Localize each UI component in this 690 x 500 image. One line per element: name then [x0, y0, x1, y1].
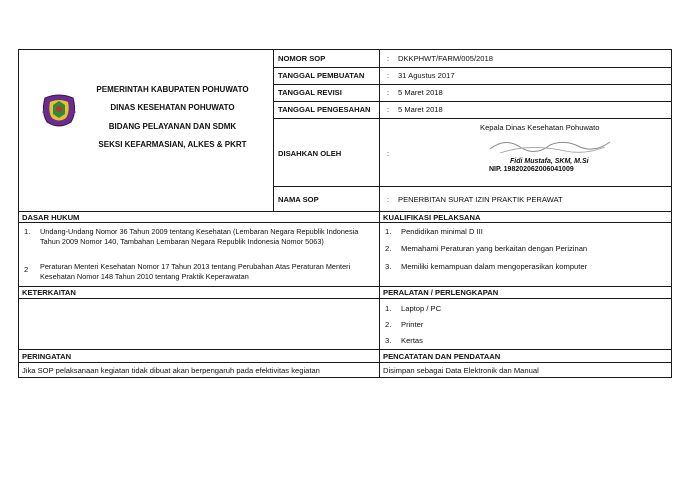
value-tanggal-revisi: 5 Maret 2018 — [398, 88, 443, 97]
signature-icon — [470, 133, 620, 159]
row-line — [18, 298, 672, 299]
row-line — [273, 186, 672, 187]
list-item: Memiliki kemampuan dalam mengoperasikan komputer — [401, 262, 588, 271]
pohuwato-logo-icon — [39, 92, 79, 130]
list-number: 1. — [24, 227, 31, 236]
list-item: Kertas — [401, 336, 423, 345]
list-number: 1. — [385, 227, 392, 236]
row-line — [273, 84, 672, 85]
colon: : — [387, 105, 390, 114]
label-tanggal-revisi: TANGGAL REVISI — [278, 88, 342, 97]
signer-title: Kepala Dinas Kesehatan Pohuwato — [480, 123, 600, 132]
list-number: 2. — [385, 244, 392, 253]
list-item: Undang-Undang Nomor 36 Tahun 2009 tentang Kesehatan (Lembaran Negara Republik Indonesia — [40, 227, 359, 236]
peringatan-text: Jika SOP pelaksanaan kegiatan tidak dibuat akan berpengaruh pada efektivitas kegiatan — [22, 366, 320, 375]
row-line — [18, 211, 672, 212]
value-nomor-sop: DKKPHWT/FARM/005/2018 — [398, 54, 493, 63]
row-line — [18, 362, 672, 363]
label-nomor-sop: NOMOR SOP — [278, 54, 326, 63]
header-dasar-hukum: DASAR HUKUM — [22, 213, 80, 222]
colon: : — [387, 71, 390, 80]
colon: : — [387, 54, 390, 63]
row-line — [273, 101, 672, 102]
row-line — [18, 349, 672, 350]
colon: : — [387, 88, 390, 97]
border-right — [671, 49, 672, 378]
list-item: Memahami Peraturan yang berkaitan dengan Perizinan — [401, 244, 588, 253]
label-disahkan-oleh: DISAHKAN OLEH — [278, 149, 342, 158]
value-nama-sop: PENERBITAN SURAT IZIN PRAKTIK PERAWAT — [398, 195, 563, 204]
row-line — [18, 222, 672, 223]
border-top — [18, 49, 672, 50]
list-item: Laptop / PC — [401, 304, 442, 313]
value-tanggal-pembuatan: 31 Agustus 2017 — [398, 71, 455, 80]
org-division: BIDANG PELAYANAN DAN SDMK — [108, 122, 237, 131]
header-peringatan: PERINGATAN — [22, 352, 72, 361]
list-number: 3. — [385, 336, 392, 345]
label-nama-sop: NAMA SOP — [278, 195, 319, 204]
colon: : — [387, 195, 390, 204]
pencatatan-text: Disimpan sebagai Data Elektronik dan Manual — [383, 366, 539, 375]
org-section: SEKSI KEFARMASIAN, ALKES & PKRT — [98, 140, 247, 149]
list-item-continued: Kesehatan Nomor 148 Tahun 2010 tentang Praktik Keperawatan — [40, 272, 249, 281]
header-keterkaitan: KETERKAITAN — [22, 288, 76, 297]
row-line — [273, 67, 672, 68]
org-department: DINAS KESEHATAN POHUWATO — [110, 103, 235, 112]
header-peralatan: PERALATAN / PERLENGKAPAN — [383, 288, 499, 297]
header-pencatatan: PENCATATAN DAN PENDATAAN — [383, 352, 501, 361]
border-bottom — [18, 377, 672, 378]
border-left — [18, 49, 19, 378]
divider-body-middle — [379, 211, 380, 378]
label-tanggal-pembuatan: TANGGAL PEMBUATAN — [278, 71, 365, 80]
list-item: Peraturan Menteri Kesehatan Nomor 17 Tahun 2013 tentang Perubahan Atas Peraturan Menteri — [40, 262, 351, 271]
row-line — [18, 286, 672, 287]
list-number: 2 — [24, 265, 29, 274]
colon: : — [387, 149, 390, 158]
org-government: PEMERINTAH KABUPATEN POHUWATO — [96, 85, 249, 94]
signer-name: Fidi Mustafa, SKM, M.Si — [510, 158, 589, 165]
list-number: 3. — [385, 262, 392, 271]
header-kualifikasi: KUALIFIKASI PELAKSANA — [383, 213, 481, 222]
list-item: Printer — [401, 320, 424, 329]
value-tanggal-pengesahan: 5 Maret 2018 — [398, 105, 443, 114]
label-tanggal-pengesahan: TANGGAL PENGESAHAN — [278, 105, 371, 114]
signer-nip: NIP. 198202062006041009 — [489, 166, 574, 173]
row-line — [273, 118, 672, 119]
list-item: Pendidikan minimal D III — [401, 227, 483, 236]
list-number: 1. — [385, 304, 392, 313]
list-item-continued: Tahun 2009 Nomor 140, Tambahan Lembaran Negara Republik Indonesia Nomor 5063) — [40, 237, 324, 246]
list-number: 2. — [385, 320, 392, 329]
